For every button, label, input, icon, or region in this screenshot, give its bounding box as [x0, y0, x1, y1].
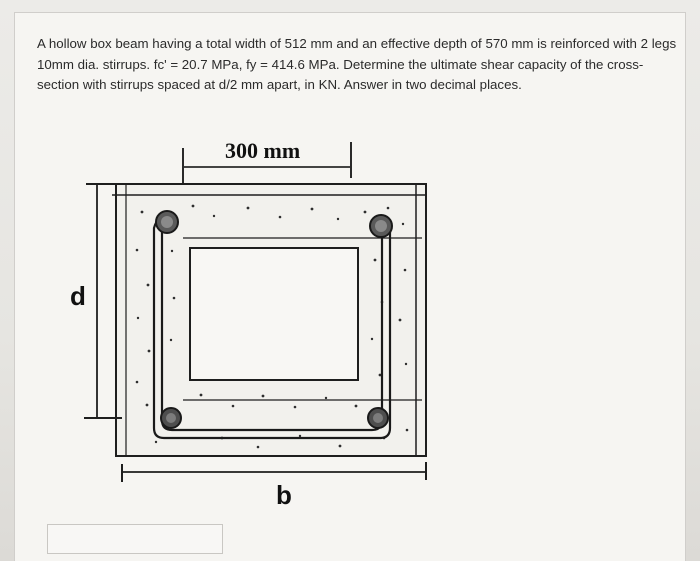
depth-dimension	[70, 184, 122, 418]
width-label: b	[276, 480, 292, 510]
hollow-core	[190, 248, 358, 380]
top-dimension	[183, 138, 351, 188]
depth-label: d	[70, 281, 86, 311]
question-text: A hollow box beam having a total width of 512 mm and an effective depth of 570 mm is reinforced with 2 legs 10mm dia. stirrups. fc' = 20.7 MPa, fy = 414.6 MPa. Determine the ultimate shear capacity of the cross-section with stirrups spaced at d/2 mm apart, in KN. Answer in two decimal places.	[37, 36, 677, 92]
box-beam-figure	[50, 120, 450, 530]
width-dimension	[122, 462, 426, 510]
answer-input[interactable]	[47, 524, 223, 554]
dimension-label: 300 mm	[225, 138, 301, 163]
